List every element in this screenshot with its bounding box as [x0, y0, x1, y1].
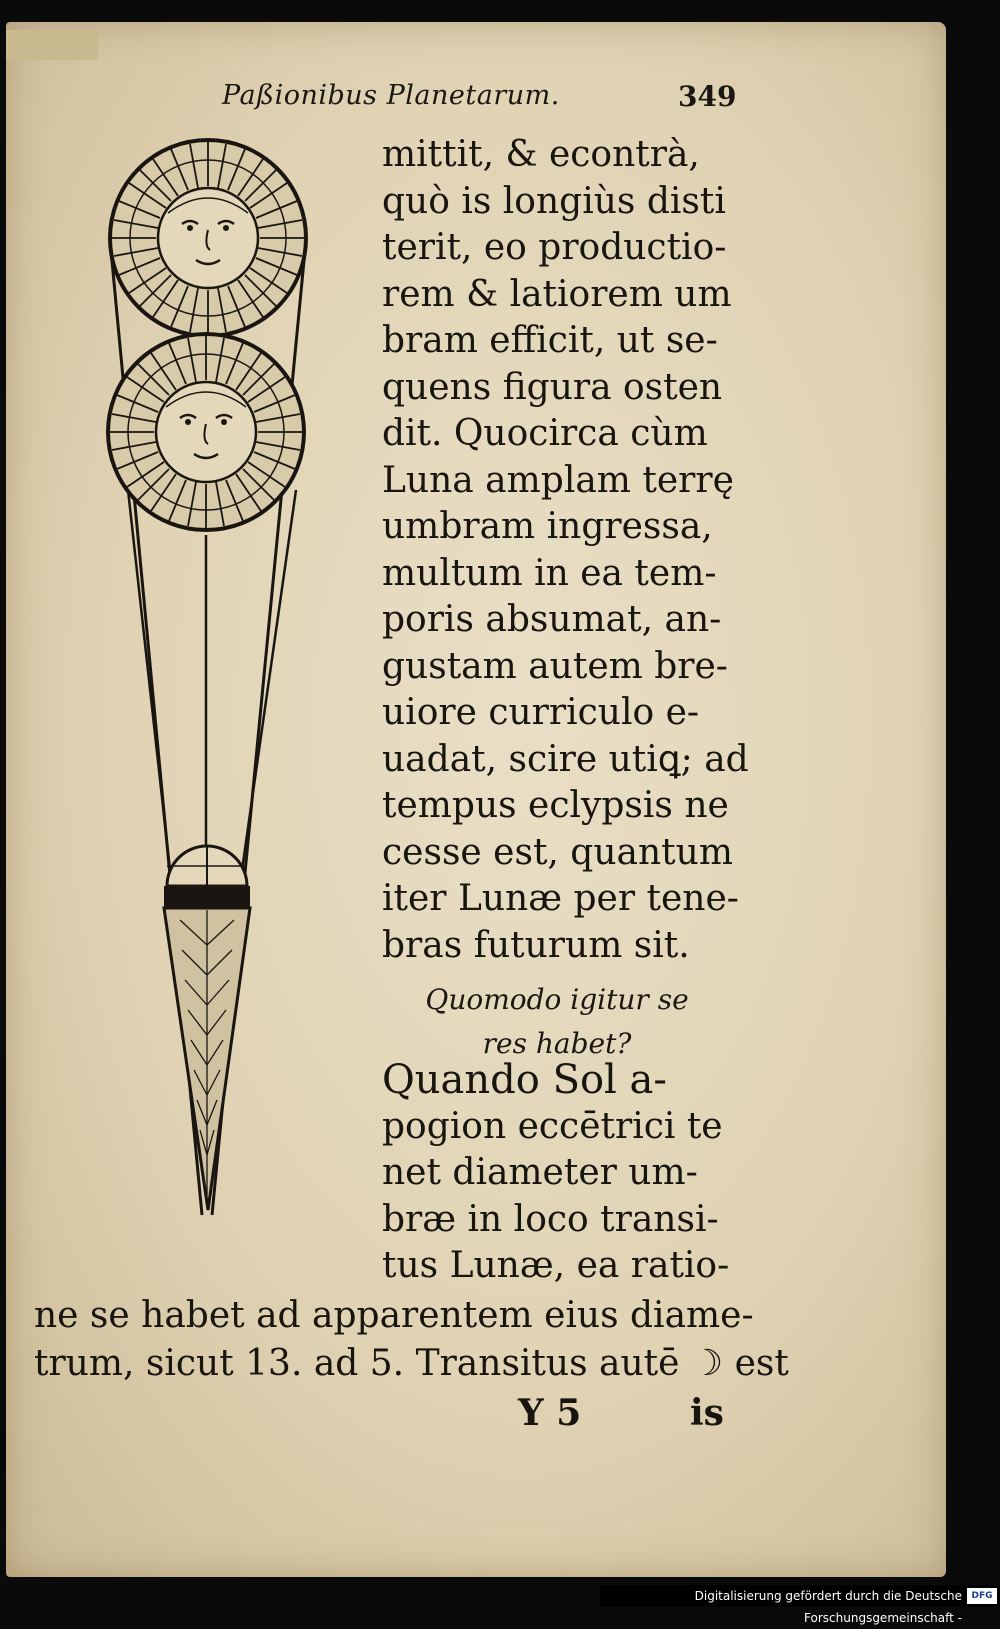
text-line: uiore curriculo e-: [382, 692, 700, 733]
text-line: Quando Sol a-: [382, 1057, 667, 1103]
page-number: 349: [678, 80, 737, 113]
text-line: rem & latiorem um: [382, 273, 732, 315]
main-text-column: [382, 132, 749, 969]
text-line: bræ in loco transi-: [382, 1198, 719, 1240]
question-heading: [382, 978, 732, 1066]
full-width-line: ne se habet ad apparentem eius diame-: [34, 1295, 754, 1336]
text-line: dit. Quocirca cùm: [382, 413, 708, 454]
text-line: pogion eccētrici te: [382, 1105, 723, 1147]
text-line: mittit, & econtrà,: [382, 134, 700, 175]
text-line: terit, eo productio-: [382, 227, 727, 268]
text-line: bras futurum sit.: [382, 924, 690, 966]
answer-text-column: [382, 1057, 742, 1290]
text-line: Luna amplam terrę: [382, 459, 734, 501]
text-line: iter Lunæ per tene-: [382, 878, 739, 919]
signature-mark: Y 5: [518, 1392, 582, 1434]
text-line: gustam autem bre-: [382, 645, 728, 687]
text-line: multum in ea tem-: [382, 552, 717, 594]
question-line: Quomodo igitur se: [425, 983, 689, 1016]
text-line: net diameter um-: [382, 1152, 698, 1193]
running-title: Paßionibus Planetarum.: [222, 80, 560, 111]
full-width-line: trum, sicut 13. ad 5. Transitus autē ☽ est: [34, 1343, 789, 1384]
text-line: uadat, scire utiꝗ; ad: [382, 738, 749, 780]
dfg-logo: DFG: [967, 1588, 997, 1604]
eclipse-shadow-woodcut: [100, 130, 320, 1230]
text-line: tempus eclypsis ne: [382, 785, 729, 826]
text-line: bram efficit, ut se-: [382, 320, 718, 361]
catchword: is: [690, 1392, 724, 1434]
page-tab-shadow: [6, 30, 98, 60]
text-line: poris absumat, an-: [382, 599, 722, 640]
funding-footer: Digitalisierung gefördert durch die Deutsche Forschungsgemeinschaft -: [600, 1585, 1000, 1607]
text-line: tus Lunæ, ea ratio-: [382, 1245, 730, 1286]
text-line: quò is longiùs disti: [382, 180, 726, 222]
question-line: res habet?: [482, 1027, 632, 1060]
text-line: umbram ingressa,: [382, 506, 713, 547]
text-line: cesse est, quantum: [382, 831, 733, 873]
text-line: quens figura osten: [382, 366, 723, 408]
